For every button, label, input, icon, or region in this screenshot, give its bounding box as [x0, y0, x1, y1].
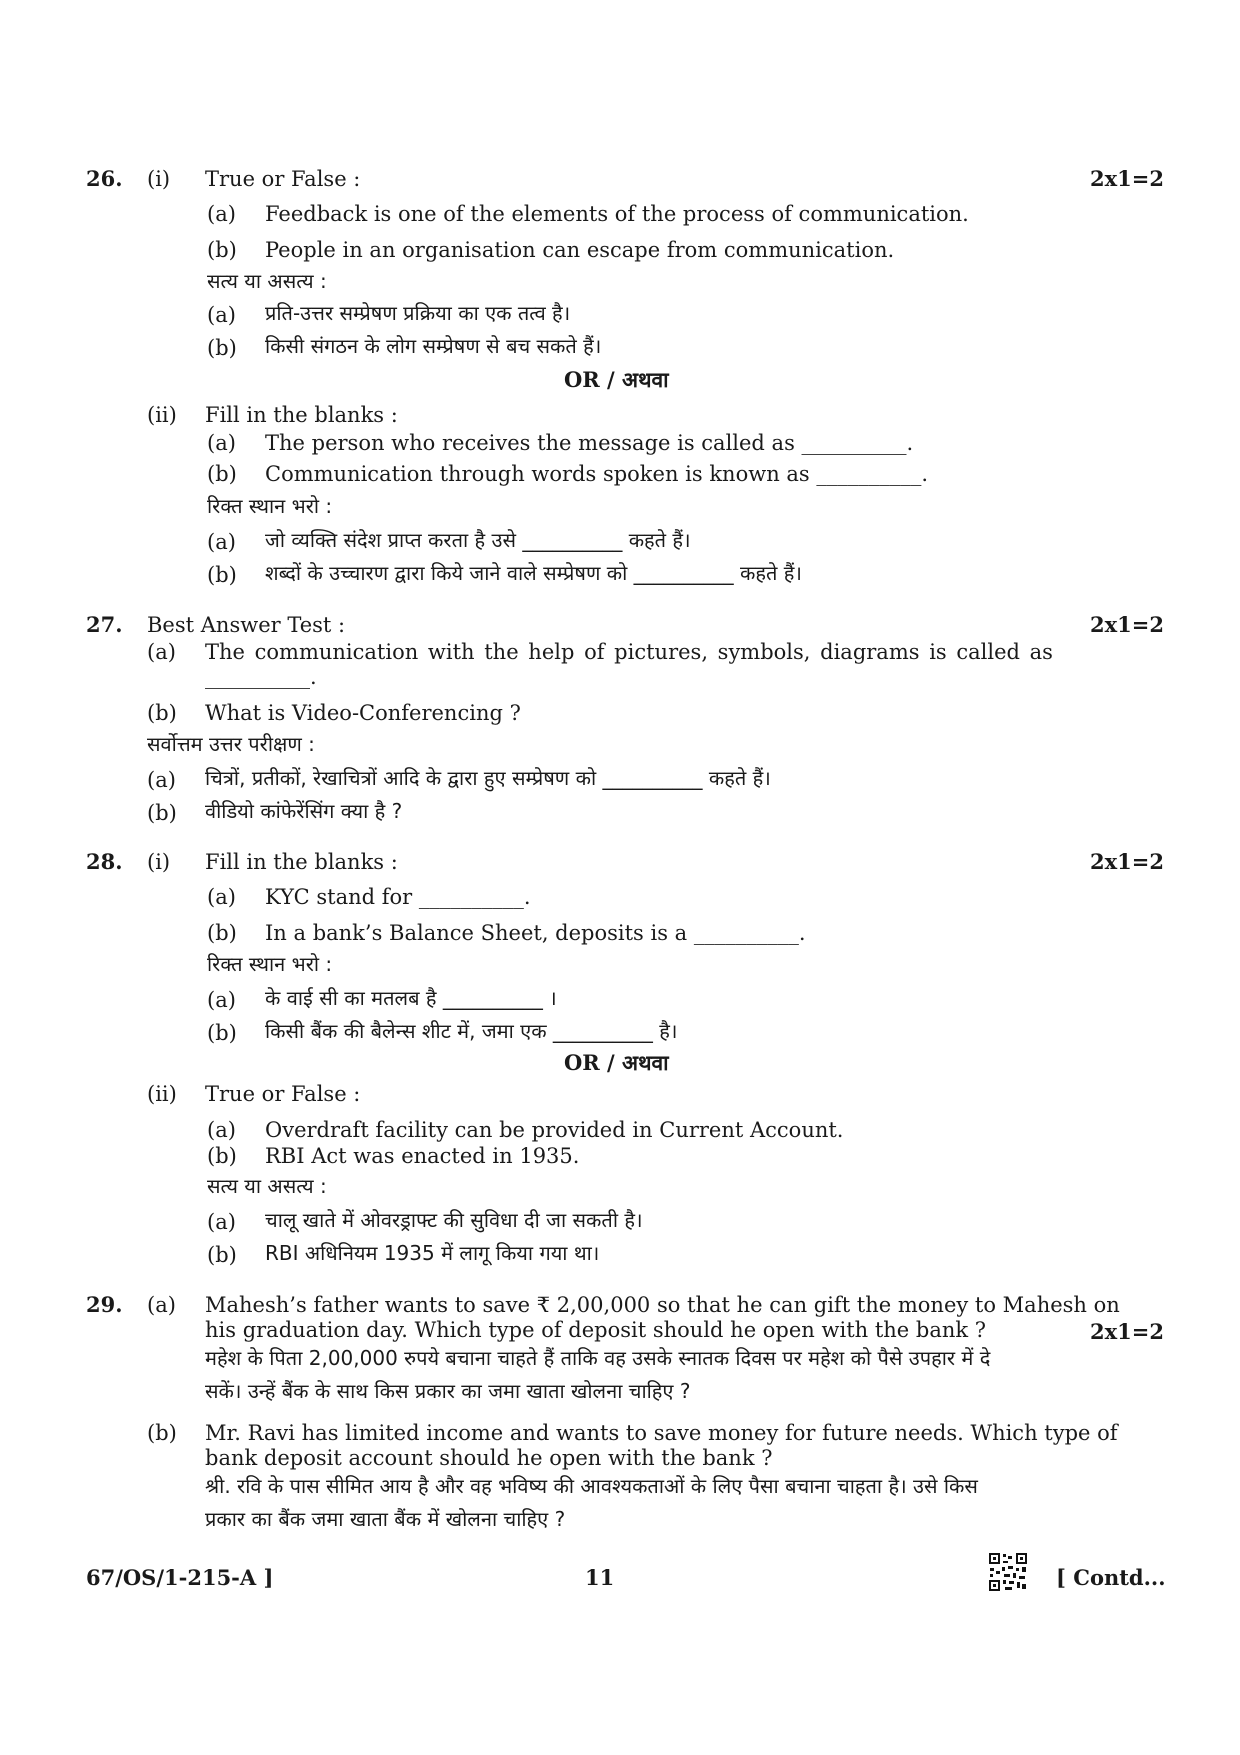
q28-ii-b-label: (b) [207, 1144, 237, 1168]
q29-marks: 2x1=2 [1090, 1319, 1164, 1344]
q29-b-text-line2: bank deposit account should he open with the bank ? [205, 1446, 773, 1470]
q27-hindi-b-label: (b) [147, 801, 177, 825]
continued-label: [ Contd... [1056, 1565, 1166, 1590]
q27-b-label: (b) [147, 701, 177, 725]
q29-a-hindi-line2: सकें। उन्हें बैंक के साथ किस प्रकार का जमा खाता खोलना चाहिए ? [205, 1379, 691, 1403]
q26-ii-hindi-title: रिक्त स्थान भरो : [207, 494, 333, 518]
q29-number: 29. [86, 1292, 123, 1317]
q29-b-label: (b) [147, 1421, 177, 1445]
q28-number: 28. [86, 849, 123, 874]
q27-hindi-a-text: चित्रों, प्रतीकों, रेखाचित्रों आदि के द्वारा हुए सम्प्रेषण को __________ कहते हैं। [205, 766, 771, 790]
q26-or-divider: OR / अथवा [564, 367, 669, 392]
q28-i-title: Fill in the blanks : [205, 850, 398, 874]
q28-ii-hindi-b-label: (b) [207, 1243, 237, 1267]
q27-hindi-title: सर्वोत्तम उत्तर परीक्षण : [147, 732, 315, 756]
q26-number: 26. [86, 166, 123, 191]
q26-i-hindi-title: सत्य या असत्य : [207, 269, 327, 293]
q26-ii-b-label: (b) [207, 462, 237, 486]
q28-ii-b-text: RBI Act was enacted in 1935. [265, 1144, 580, 1168]
page-number: 11 [585, 1565, 615, 1590]
q29-b-text-line1: Mr. Ravi has limited income and wants to save money for future needs. Which type of [205, 1421, 1118, 1445]
q28-ii-a-label: (a) [207, 1118, 236, 1142]
q27-hindi-a-label: (a) [147, 768, 176, 792]
q29-a-hindi-line1: महेश के पिता 2,00,000 रुपये बचाना चाहते हैं ताकि वह उसके स्नातक दिवस पर महेश को पैसे उपहार में दे [205, 1346, 991, 1370]
q27-a-text: The communication with the help of pictures, symbols, diagrams is called as [205, 640, 1053, 664]
q28-ii-hindi-a-text: चालू खाते में ओवरड्राफ्ट की सुविधा दी जा सकती है। [265, 1208, 643, 1232]
q26-ii-hindi-b-label: (b) [207, 563, 237, 587]
q26-i-hindi-b-label: (b) [207, 336, 237, 360]
q28-i-hindi-a-label: (a) [207, 988, 236, 1012]
q28-i-a-label: (a) [207, 885, 236, 909]
q26-i-title: True or False : [205, 167, 361, 191]
q26-ii-b-text: Communication through words spoken is known as __________. [265, 462, 929, 486]
q28-i-a-text: KYC stand for __________. [265, 885, 531, 909]
q26-ii-hindi-a-text: जो व्यक्ति संदेश प्राप्त करता है उसे __________ कहते हैं। [265, 528, 691, 552]
q27-number: 27. [86, 612, 123, 637]
q26-marks: 2x1=2 [1090, 166, 1164, 191]
q28-i-b-text: In a bank’s Balance Sheet, deposits is a __________. [265, 921, 806, 945]
q27-hindi-b-text: वीडियो कांफेरेंसिंग क्या है ? [205, 799, 403, 823]
q26-i-b-text: People in an organisation can escape from communication. [265, 238, 895, 262]
q27-marks: 2x1=2 [1090, 612, 1164, 637]
q28-i-b-label: (b) [207, 921, 237, 945]
q26-i-hindi-b-text: किसी संगठन के लोग सम्प्रेषण से बच सकते हैं। [265, 334, 602, 358]
q28-ii-hindi-b-text: RBI अधिनियम 1935 में लागू किया गया था। [265, 1241, 600, 1265]
q28-ii-hindi-a-label: (a) [207, 1210, 236, 1234]
q29-b-hindi-line2: प्रकार का बैंक जमा खाता बैंक में खोलना चाहिए ? [205, 1507, 566, 1531]
q26-i-hindi-a-label: (a) [207, 303, 236, 327]
q28-i-label: (i) [147, 850, 171, 874]
q26-i-b-label: (b) [207, 238, 237, 262]
q27-a-label: (a) [147, 640, 176, 664]
q29-a-label: (a) [147, 1293, 176, 1317]
q28-ii-label: (ii) [147, 1082, 177, 1106]
q28-i-hindi-title: रिक्त स्थान भरो : [207, 952, 333, 976]
q26-i-hindi-a-text: प्रति-उत्तर सम्प्रेषण प्रक्रिया का एक तत्व है। [265, 301, 571, 325]
q29-a-text-line1: Mahesh’s father wants to save ₹ 2,00,000 so that he can gift the money to Mahesh on [205, 1293, 1120, 1317]
paper-code: 67/OS/1-215-A ] [86, 1565, 274, 1590]
q26-ii-hindi-b-text: शब्दों के उच्चारण द्वारा किये जाने वाले सम्प्रेषण को __________ कहते हैं। [265, 561, 802, 585]
q28-ii-a-text: Overdraft facility can be provided in Current Account. [265, 1118, 844, 1142]
q27-a-blank: __________. [205, 665, 317, 689]
q26-i-a-text: Feedback is one of the elements of the process of communication. [265, 202, 969, 226]
q29-a-text-line2: his graduation day. Which type of deposit should he open with the bank ? [205, 1318, 987, 1342]
q26-ii-title: Fill in the blanks : [205, 403, 398, 427]
q26-i-a-label: (a) [207, 202, 236, 226]
qr-code-icon [988, 1552, 1028, 1592]
q28-ii-title: True or False : [205, 1082, 361, 1106]
q28-i-hindi-b-label: (b) [207, 1021, 237, 1045]
q26-ii-label: (ii) [147, 403, 177, 427]
q26-ii-hindi-a-label: (a) [207, 530, 236, 554]
q26-ii-a-text: The person who receives the message is called as __________. [265, 431, 914, 455]
q27-title: Best Answer Test : [147, 613, 346, 637]
q26-ii-a-label: (a) [207, 431, 236, 455]
q27-b-text: What is Video-Conferencing ? [205, 701, 521, 725]
q28-i-hindi-b-text: किसी बैंक की बैलेन्स शीट में, जमा एक __________ है। [265, 1019, 678, 1043]
q28-i-hindi-a-text: के वाई सी का मतलब है __________ । [265, 986, 557, 1010]
q26-i-label: (i) [147, 167, 171, 191]
q29-b-hindi-line1: श्री. रवि के पास सीमित आय है और वह भविष्य की आवश्यकताओं के लिए पैसा बचाना चाहता है। उसे किस [205, 1474, 978, 1498]
q28-ii-hindi-title: सत्य या असत्य : [207, 1174, 327, 1198]
q28-marks: 2x1=2 [1090, 849, 1164, 874]
q28-or-divider: OR / अथवा [564, 1050, 669, 1075]
